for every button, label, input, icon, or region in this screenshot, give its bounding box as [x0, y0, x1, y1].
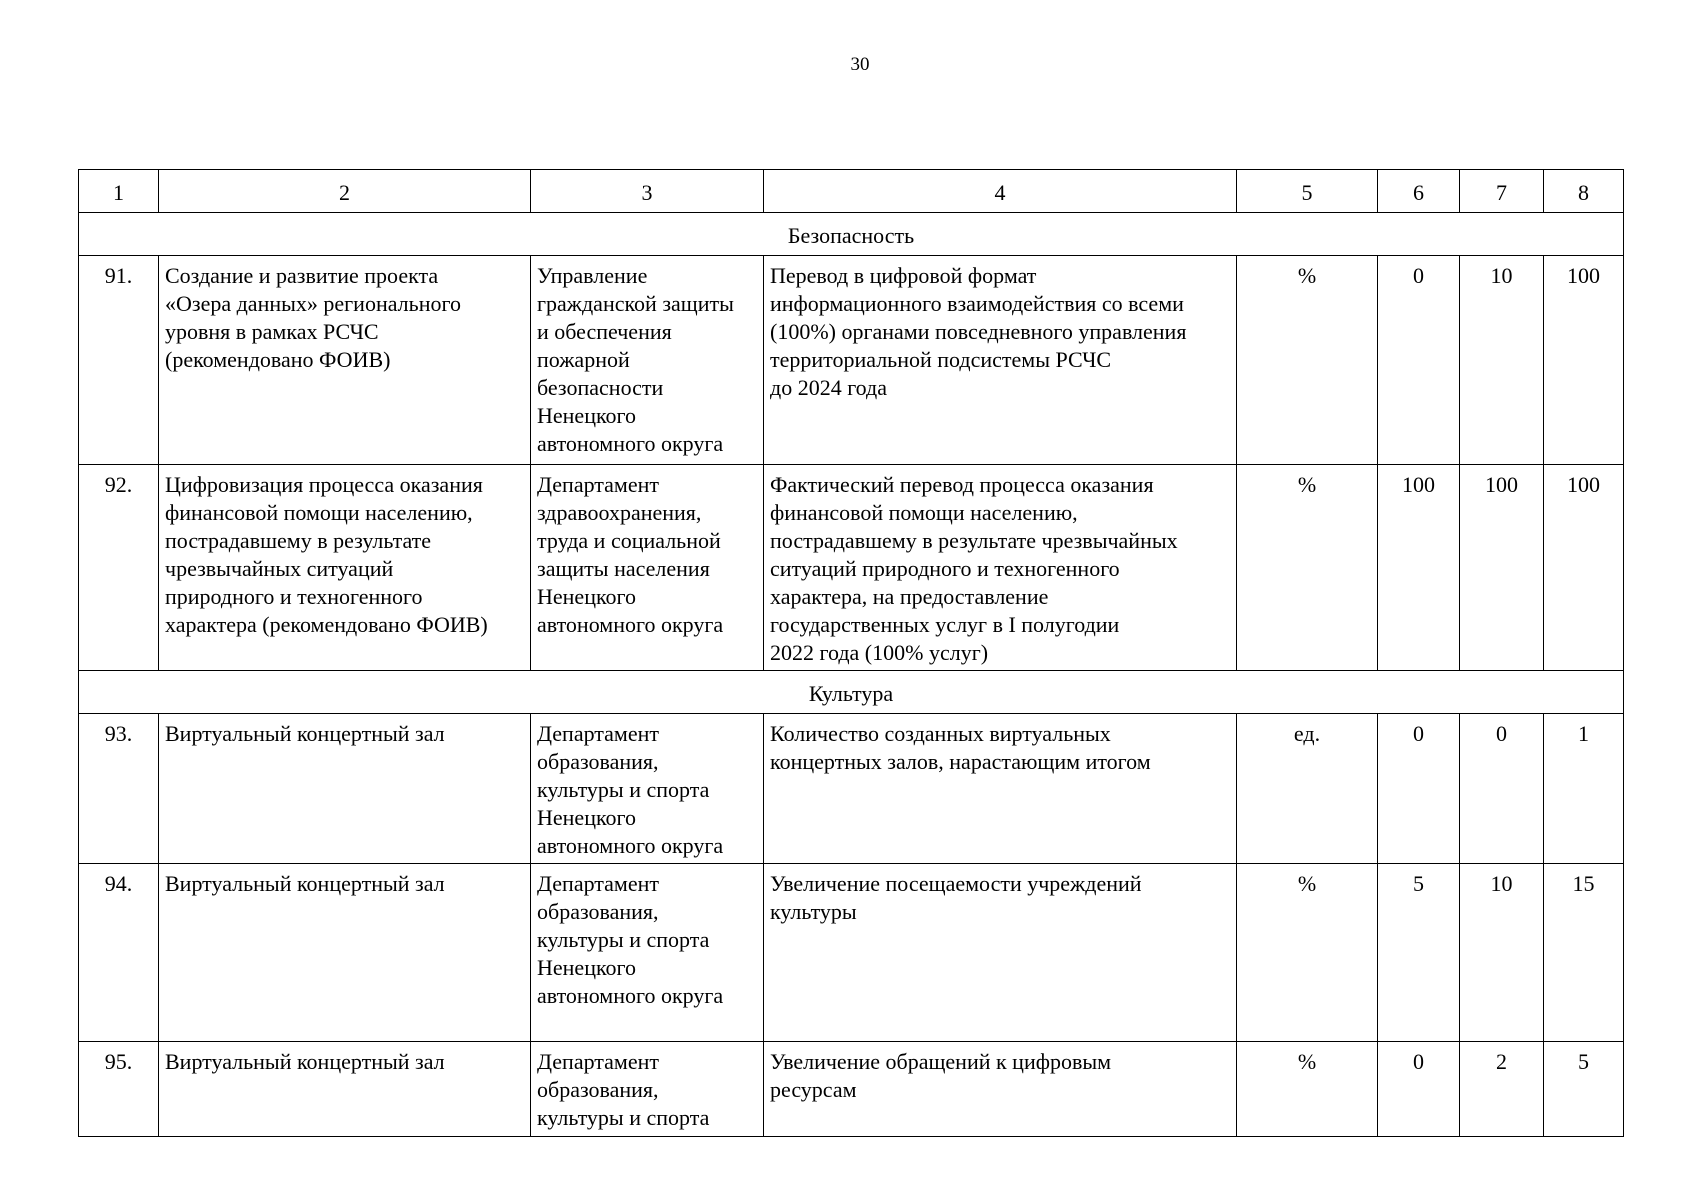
- responsible-line: Ненецкого: [537, 955, 637, 980]
- column-number: 5: [1237, 170, 1378, 213]
- column-number: 7: [1460, 170, 1544, 213]
- project-name-line: Цифровизация процесса оказания: [165, 472, 483, 497]
- responsible-line: гражданской защиты: [537, 291, 734, 316]
- value-col6: 0: [1378, 1042, 1460, 1137]
- responsible-cell: [531, 465, 764, 671]
- responsible-line: культуры и спорта: [537, 1105, 710, 1130]
- responsible-line: труда и социальной: [537, 528, 721, 553]
- unit-cell: %: [1237, 465, 1378, 671]
- project-name-line: Виртуальный концертный зал: [165, 871, 445, 896]
- project-name-line: природного и техногенного: [165, 584, 423, 609]
- value-col7: 2: [1460, 1042, 1544, 1137]
- responsible-line: Ненецкого: [537, 805, 637, 830]
- value-col6: 100: [1378, 465, 1460, 671]
- value-col6: 5: [1378, 864, 1460, 1042]
- page-number: 30: [850, 54, 870, 75]
- section-title-culture: Культура: [79, 671, 1624, 714]
- project-name-line: уровня в рамках РСЧС: [165, 319, 379, 344]
- unit-cell: %: [1237, 256, 1378, 465]
- column-number-row: [79, 170, 1624, 213]
- project-name-line: финансовой помощи населению,: [165, 500, 473, 525]
- indicator-line: финансовой помощи населению,: [770, 500, 1078, 525]
- value-col8: 1: [1544, 714, 1624, 864]
- project-name-cell: [159, 714, 531, 864]
- indicator-line: до 2024 года: [770, 375, 887, 400]
- row-number: 91.: [79, 256, 159, 465]
- indicators-table: [78, 169, 1624, 1137]
- project-name-line: характера (рекомендовано ФОИВ): [165, 612, 488, 637]
- project-name-line: Создание и развитие проекта: [165, 263, 439, 288]
- responsible-line: Ненецкого: [537, 403, 637, 428]
- table-row: [79, 1042, 1624, 1137]
- indicator-line: пострадавшему в результате чрезвычайных: [770, 528, 1178, 553]
- responsible-cell: [531, 1042, 764, 1137]
- responsible-line: защиты населения: [537, 556, 710, 581]
- responsible-line: образования,: [537, 1077, 659, 1102]
- responsible-line: Департамент: [537, 721, 660, 746]
- table-row: [79, 864, 1624, 1042]
- responsible-cell: [531, 256, 764, 465]
- row-number: 93.: [79, 714, 159, 864]
- column-number: 6: [1378, 170, 1460, 213]
- indicator-line: концертных залов, нарастающим итогом: [770, 749, 1151, 774]
- unit-cell: ед.: [1237, 714, 1378, 864]
- column-number: 1: [79, 170, 159, 213]
- responsible-line: здравоохранения,: [537, 500, 702, 525]
- responsible-line: культуры и спорта: [537, 927, 710, 952]
- row-number: 94.: [79, 864, 159, 1042]
- value-col7: 100: [1460, 465, 1544, 671]
- project-name-line: чрезвычайных ситуаций: [165, 556, 394, 581]
- value-col7: 10: [1460, 256, 1544, 465]
- responsible-cell: [531, 864, 764, 1042]
- indicator-line: (100%) органами повседневного управления: [770, 319, 1187, 344]
- section-header-row: [79, 213, 1624, 256]
- project-name-cell: [159, 864, 531, 1042]
- indicator-line: ситуаций природного и техногенного: [770, 556, 1120, 581]
- column-number: 2: [159, 170, 531, 213]
- indicator-line: Увеличение посещаемости учреждений: [770, 871, 1142, 896]
- value-col6: 0: [1378, 714, 1460, 864]
- indicator-cell: [764, 714, 1237, 864]
- responsible-line: Управление: [537, 263, 648, 288]
- indicator-line: характера, на предоставление: [770, 584, 1049, 609]
- value-col8: 100: [1544, 256, 1624, 465]
- value-col7: 0: [1460, 714, 1544, 864]
- responsible-line: культуры и спорта: [537, 777, 710, 802]
- project-name-cell: [159, 465, 531, 671]
- project-name-line: пострадавшему в результате: [165, 528, 432, 553]
- project-name-cell: [159, 1042, 531, 1137]
- responsible-line: образования,: [537, 749, 659, 774]
- value-col7: 10: [1460, 864, 1544, 1042]
- responsible-line: автономного округа: [537, 833, 724, 858]
- value-col8: 5: [1544, 1042, 1624, 1137]
- responsible-cell: [531, 714, 764, 864]
- project-name-line: Виртуальный концертный зал: [165, 1049, 445, 1074]
- project-name-line: «Озера данных» регионального: [165, 291, 461, 316]
- value-col8: 15: [1544, 864, 1624, 1042]
- column-number: 8: [1544, 170, 1624, 213]
- indicator-line: 2022 года (100% услуг): [770, 640, 989, 665]
- indicator-cell: [764, 1042, 1237, 1137]
- indicator-line: государственных услуг в I полугодии: [770, 612, 1120, 637]
- table-row: [79, 465, 1624, 671]
- row-number: 92.: [79, 465, 159, 671]
- indicator-cell: [764, 465, 1237, 671]
- indicator-line: Увеличение обращений к цифровым: [770, 1049, 1112, 1074]
- responsible-line: автономного округа: [537, 612, 724, 637]
- indicator-cell: [764, 864, 1237, 1042]
- responsible-line: и обеспечения: [537, 319, 672, 344]
- table-row: [79, 714, 1624, 864]
- indicator-line: Фактический перевод процесса оказания: [770, 472, 1154, 497]
- indicator-line: ресурсам: [770, 1077, 857, 1102]
- indicator-line: территориальной подсистемы РСЧС: [770, 347, 1112, 372]
- responsible-line: Ненецкого: [537, 584, 637, 609]
- indicator-line: информационного взаимодействия со всеми: [770, 291, 1184, 316]
- project-name-line: Виртуальный концертный зал: [165, 721, 445, 746]
- project-name-cell: [159, 256, 531, 465]
- responsible-line: Департамент: [537, 1049, 660, 1074]
- value-col6: 0: [1378, 256, 1460, 465]
- responsible-line: автономного округа: [537, 983, 724, 1008]
- row-number: 95.: [79, 1042, 159, 1137]
- unit-cell: %: [1237, 864, 1378, 1042]
- unit-cell: %: [1237, 1042, 1378, 1137]
- project-name-line: (рекомендовано ФОИВ): [165, 347, 391, 372]
- section-title-security: Безопасность: [79, 213, 1624, 256]
- responsible-line: автономного округа: [537, 431, 724, 456]
- responsible-line: Департамент: [537, 871, 660, 896]
- section-header-row: [79, 671, 1624, 714]
- indicator-line: Количество созданных виртуальных: [770, 721, 1111, 746]
- responsible-line: образования,: [537, 899, 659, 924]
- column-number: 3: [531, 170, 764, 213]
- responsible-line: пожарной: [537, 347, 630, 372]
- table-row: [79, 256, 1624, 465]
- responsible-line: безопасности: [537, 375, 664, 400]
- column-number: 4: [764, 170, 1237, 213]
- responsible-line: Департамент: [537, 472, 660, 497]
- indicator-line: Перевод в цифровой формат: [770, 263, 1037, 288]
- indicator-line: культуры: [770, 899, 857, 924]
- value-col8: 100: [1544, 465, 1624, 671]
- indicator-cell: [764, 256, 1237, 465]
